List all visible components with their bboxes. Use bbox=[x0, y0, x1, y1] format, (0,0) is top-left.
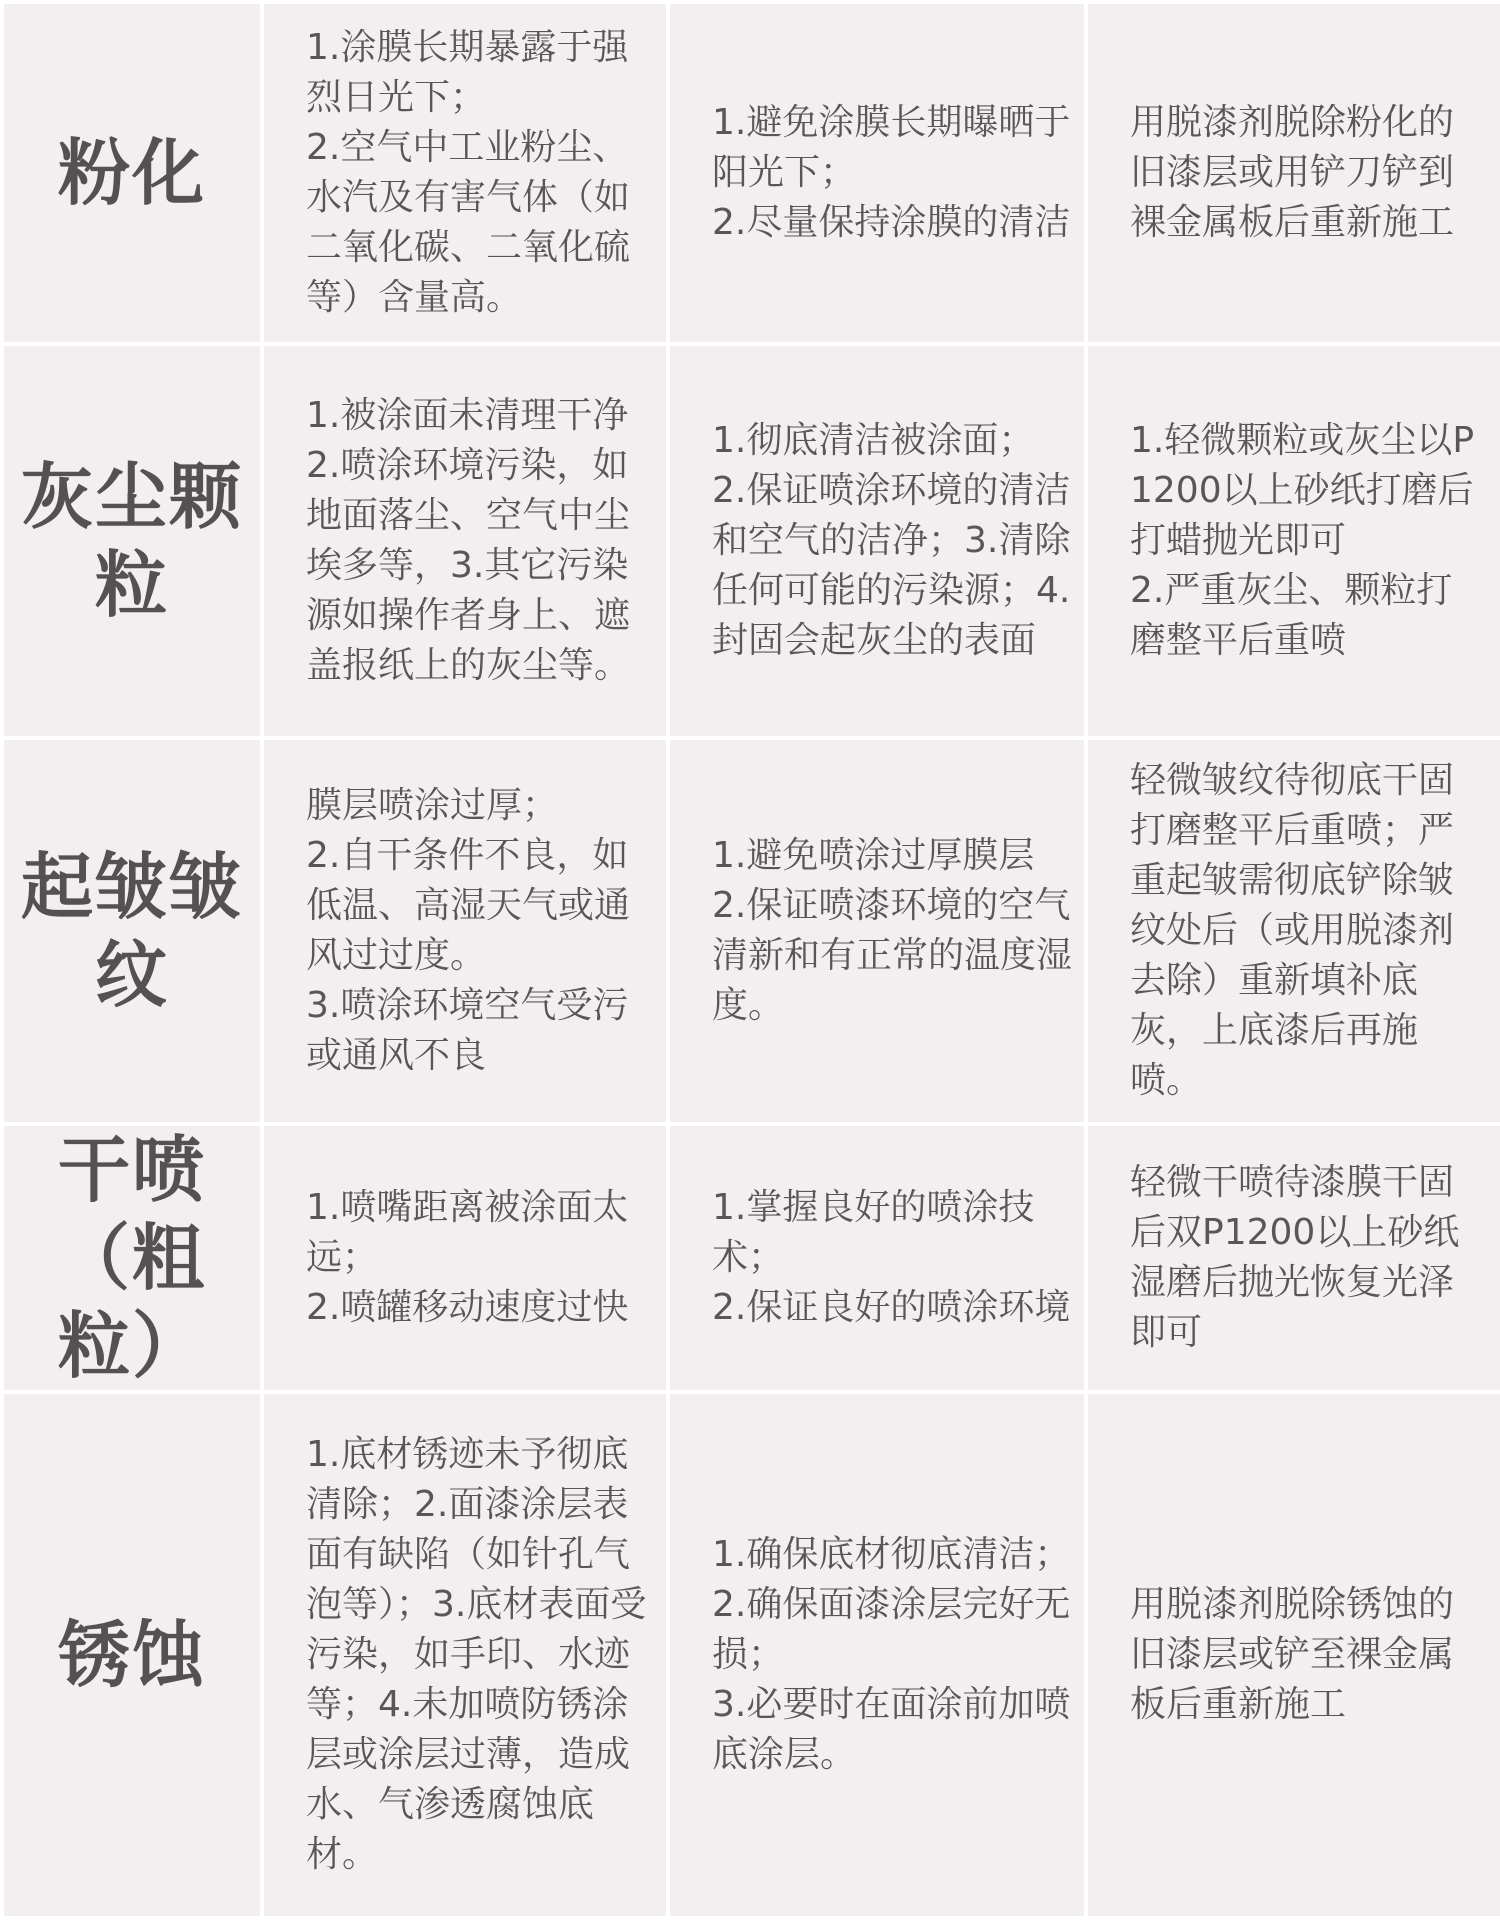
prevention-cell bbox=[670, 1126, 1084, 1390]
cause-cell bbox=[264, 346, 666, 736]
prevention-cell bbox=[670, 740, 1084, 1122]
remedy-cell bbox=[1088, 1126, 1500, 1390]
cause-text: 膜层喷涂过厚； 2.自干条件不良，如低温、高湿天气或通风过过度。 3.喷涂环境空气受污或通风不良 bbox=[306, 785, 631, 1076]
defect-name-cell bbox=[4, 346, 260, 736]
defect-name-cell bbox=[4, 4, 260, 342]
remedy-cell bbox=[1088, 4, 1500, 342]
defect-name: 灰尘颗粒 bbox=[20, 455, 243, 627]
remedy-text: 轻微皱纹待彻底干固打磨整平后重喷；严重起皱需彻底铲除皱纹处后（或用脱漆剂去除）重新填补底灰，上底漆后再施喷。 bbox=[1130, 760, 1455, 1101]
prevention-cell bbox=[670, 4, 1084, 342]
prevention-text: 1.彻底清洁被涂面； 2.保证喷涂环境的清洁和空气的洁净；3.清除任何可能的污染源；4.封固会起灰尘的表面 bbox=[712, 420, 1071, 661]
cause-text: 1.喷嘴距离被涂面太远； 2.喷罐移动速度过快 bbox=[306, 1187, 629, 1328]
cause-cell bbox=[264, 1126, 666, 1390]
table-row bbox=[4, 740, 1500, 1122]
prevention-text: 1.确保底材彻底清洁；2.确保面漆涂层完好无损； 3.必要时在面涂前加喷底涂层。 bbox=[712, 1534, 1071, 1775]
remedy-cell bbox=[1088, 346, 1500, 736]
defect-name-cell bbox=[4, 740, 260, 1122]
table-row bbox=[4, 4, 1500, 342]
defect-name-cell bbox=[4, 1394, 260, 1916]
table-row bbox=[4, 1126, 1500, 1390]
prevention-text: 1.避免喷涂过厚膜层 2.保证喷漆环境的空气清新和有正常的温度湿度。 bbox=[712, 835, 1073, 1026]
table-row bbox=[4, 346, 1500, 736]
cause-text: 1.底材锈迹未予彻底清除；2.面漆涂层表面有缺陷（如针孔气泡等）；3.底材表面受污染，如手印、水迹等；4.未加喷防锈涂层或涂层过薄，造成水、气渗透腐蚀底材。 bbox=[306, 1434, 647, 1875]
remedy-text: 轻微干喷待漆膜干固后双P1200以上砂纸湿磨后抛光恢复光泽即可 bbox=[1130, 1162, 1460, 1353]
defect-name: 起皱皱纹 bbox=[20, 845, 243, 1017]
remedy-cell bbox=[1088, 740, 1500, 1122]
cause-cell bbox=[264, 740, 666, 1122]
cause-text: 1.涂膜长期暴露于强烈日光下； 2.空气中工业粉尘、水汽及有害气体（如二氧化碳、二氧化硫等）含量高。 bbox=[306, 27, 631, 318]
remedy-text: 用脱漆剂脱除粉化的旧漆层或用铲刀铲到裸金属板后重新施工 bbox=[1130, 102, 1455, 243]
cause-text: 1.被涂面未清理干净 2.喷涂环境污染，如地面落尘、空气中尘埃多等，3.其它污染源如操作者身上、遮盖报纸上的灰尘等。 bbox=[306, 395, 631, 686]
prevention-text: 1.避免涂膜长期曝晒于阳光下； 2.尽量保持涂膜的清洁 bbox=[712, 102, 1071, 243]
defect-name-cell bbox=[4, 1126, 260, 1390]
prevention-cell bbox=[670, 346, 1084, 736]
table-row bbox=[4, 1394, 1500, 1916]
remedy-text: 用脱漆剂脱除锈蚀的旧漆层或铲至裸金属板后重新施工 bbox=[1130, 1584, 1455, 1725]
defect-name: 粉化 bbox=[57, 131, 206, 215]
defect-name: 干喷（粗粒） bbox=[57, 1128, 206, 1388]
cause-cell bbox=[264, 1394, 666, 1916]
remedy-cell bbox=[1088, 1394, 1500, 1916]
cause-cell bbox=[264, 4, 666, 342]
prevention-cell bbox=[670, 1394, 1084, 1916]
defect-name: 锈蚀 bbox=[57, 1613, 206, 1697]
prevention-text: 1.掌握良好的喷涂技术； 2.保证良好的喷涂环境 bbox=[712, 1187, 1071, 1328]
remedy-text: 1.轻微颗粒或灰尘以P1200以上砂纸打磨后打蜡抛光即可 2.严重灰尘、颗粒打磨整平后重喷 bbox=[1130, 420, 1475, 661]
